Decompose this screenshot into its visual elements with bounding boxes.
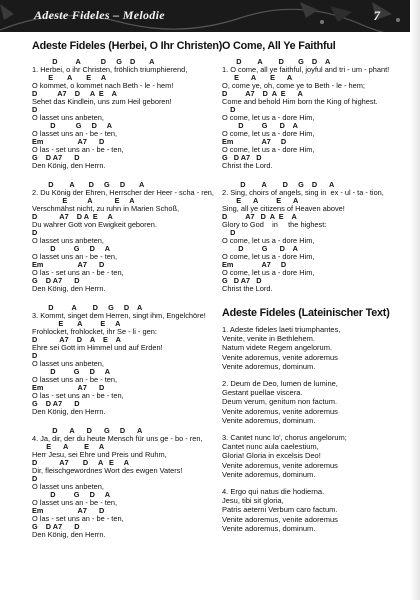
lyric-line: O, come ye, oh, come ye to Beth - le - hem;	[222, 80, 365, 90]
chord-line: D	[32, 351, 38, 360]
chord-line: D G D A	[32, 367, 110, 376]
latin-lyric-line: Venite, venite in Bethlehem.	[222, 334, 315, 344]
lyric-line: O come, let us a - dore Him,	[222, 251, 315, 261]
chord-line: D A D G D A	[32, 426, 143, 435]
latin-lyric-line: Cantet nunc aula caelestium,	[222, 442, 319, 452]
german-verse	[32, 58, 222, 170]
latin-verse	[222, 433, 412, 479]
chord-line: G D A7 D	[222, 153, 262, 162]
english-verse	[222, 181, 412, 293]
lyric-line: O las - set uns an - be - ten,	[32, 267, 124, 277]
latin-lyric-line: Deum verum, genitum non factum.	[222, 397, 338, 407]
chord-line: D G D A	[222, 121, 298, 130]
chord-line: D A7 D A E A	[222, 212, 297, 221]
english-latin-column	[222, 40, 412, 541]
lyric-line: O come, let us a - dore Him,	[222, 235, 315, 245]
lyric-line: Christ the Lord.	[222, 160, 273, 170]
chord-line: E A E A	[222, 196, 299, 205]
latin-lyric-line: Venite adoremus, venite adoremus	[222, 460, 338, 470]
lyric-line: 3. Kommt, singet dem Herren, singt ihm, Engelchöre!	[32, 310, 206, 320]
lyric-line: Sing, all ye citizens of Heaven above!	[222, 203, 345, 213]
lyric-line: Sehet das Kindlein, uns zum Heil geboren!	[32, 96, 172, 106]
chord-line: D	[32, 228, 38, 237]
chord-line: Em A7 D	[32, 383, 105, 392]
page-number: 7	[373, 8, 380, 23]
chord-line: E A E A	[222, 73, 293, 82]
lyric-line: 2. Sing, choirs of angels, sing in ex - ul - ta - tion,	[222, 187, 384, 197]
chord-line: D G D A	[32, 244, 110, 253]
latin-lyric-line: Venite adoremus, venite adoremus	[222, 406, 338, 416]
chord-line: G D A7 D	[32, 522, 80, 531]
chord-line: E A E A	[32, 196, 135, 205]
latin-verses	[222, 325, 412, 533]
lyric-line: Den König, den Herrn.	[32, 160, 106, 170]
lyric-line: O come, let us a - dore Him,	[222, 144, 315, 154]
lyric-line: O lasset uns anbeten,	[32, 358, 104, 368]
lyric-line: O lasset uns an - be - ten,	[32, 128, 118, 138]
chord-line: G D A7 D	[32, 399, 80, 408]
chord-line: Em A7 D	[222, 260, 287, 269]
latin-lyric-line: Gestant puellae viscera.	[222, 388, 303, 398]
lyric-line: O lasset uns an - be - ten,	[32, 251, 118, 261]
chord-line: D A D G D A	[32, 180, 145, 189]
chord-line: D G D A	[32, 490, 110, 499]
german-lyrics-column	[32, 40, 222, 550]
latin-lyric-line: 4. Ergo qui natus die hodierna.	[222, 487, 325, 497]
chord-line: G D A7 D	[222, 276, 262, 285]
latin-lyric-line: Venite adoremus, venite adoremus	[222, 514, 338, 524]
latin-verse	[222, 325, 412, 371]
latin-lyric-line: 1. Adeste fideles laeti triumphantes,	[222, 325, 341, 334]
latin-lyric-line: Venite adoremus, dominum.	[222, 469, 316, 479]
latin-lyric-line: 3. Cantet nunc Io', chorus angelorum;	[222, 433, 347, 443]
chord-line: E A E A	[32, 73, 107, 82]
latin-verse	[222, 379, 412, 425]
lyric-line: 4. Ja, dir, der du heute Mensch für uns ge - bo - ren,	[32, 433, 203, 443]
chord-line: D	[222, 105, 236, 114]
page-binding-shadow	[410, 0, 420, 600]
lyric-line: O las - set uns an - be - ten,	[32, 144, 124, 154]
chord-line: D A D G D A	[32, 303, 143, 312]
chord-line: Em A7 D	[32, 137, 105, 146]
german-verses	[32, 58, 222, 539]
header-title: Adeste Fideles – Melodie	[34, 8, 165, 22]
latin-lyric-line: 2. Deum de Deo, lumen de lumine,	[222, 379, 338, 389]
chord-line: D A7 D A E A	[32, 335, 121, 344]
german-verse	[32, 181, 222, 293]
lyric-line: 2. Du König der Ehren, Herrscher der Heer - scha - ren,	[32, 187, 214, 197]
chord-line: E A E A	[32, 319, 121, 328]
lyric-line: Den König, den Herrn.	[32, 529, 106, 539]
lyric-line: O las - set uns an - be - ten,	[32, 390, 124, 400]
lyric-line: Du wahrer Gott von Ewigkeit geboren.	[32, 219, 157, 229]
lyric-line: O lasset uns an - be - ten,	[32, 374, 118, 384]
chord-line: D A7 D A E A	[32, 212, 113, 221]
german-verse	[32, 304, 222, 416]
latin-lyric-line: Jesu, tibi sit gloria,	[222, 496, 284, 506]
lyric-line: 1. Herbei, o ihr Christen, fröhlich triumphierend,	[32, 64, 188, 74]
lyric-line: Christ the Lord.	[222, 283, 273, 293]
lyric-line: Ehre sei Gott im Himmel und auf Erden!	[32, 342, 163, 352]
lyric-line: Come and behold Him born the King of highest.	[222, 96, 378, 106]
lyric-line: Glory to God in the highest:	[222, 219, 327, 229]
lyric-line: O kommet, o kommet nach Beth - le - hem!	[32, 80, 174, 90]
chord-line: Em A7 D	[32, 260, 105, 269]
chord-line: D	[222, 228, 236, 237]
english-verses	[222, 58, 412, 293]
lyric-line: Verschmähst nicht, zu ruhn in Marien Schoß,	[32, 203, 180, 213]
chord-line: Em A7 D	[32, 506, 105, 515]
german-verse	[32, 427, 222, 539]
latin-lyric-line: Patris aeterni Verbum caro factum.	[222, 505, 338, 515]
lyric-line: O lasset uns anbeten,	[32, 112, 104, 122]
chord-line: D A D G D A	[32, 57, 155, 66]
german-song-title: Adeste Fideles (Herbei, O Ihr Christen)	[32, 40, 223, 52]
chord-line: D A7 D A E A	[222, 89, 303, 98]
lyric-line: Den König, den Herrn.	[32, 283, 106, 293]
lyric-line: Frohlocket, frohlocket, ihr Se - li - gen:	[32, 326, 157, 336]
chord-line: G D A7 D	[32, 276, 80, 285]
chord-line: D A D G D A	[222, 57, 331, 66]
latin-verse	[222, 487, 412, 533]
chord-line: D A D G D A	[222, 180, 335, 189]
latin-lyric-line: Venite adoremus, dominum.	[222, 361, 316, 371]
chord-line: D G D A	[222, 244, 298, 253]
chord-line: D	[32, 474, 38, 483]
lyric-line: O come, let us a - dore Him,	[222, 128, 315, 138]
latin-lyric-line: Venite adoremus, venite adoremus	[222, 352, 338, 362]
lyric-line: O lasset uns anbeten,	[32, 235, 104, 245]
chord-line: Em A7 D	[222, 137, 287, 146]
chord-line: G D A7 D	[32, 153, 80, 162]
latin-lyric-line: Venite adoremus, dominum.	[222, 415, 316, 425]
latin-lyric-line: Venite adoremus, dominum.	[222, 523, 316, 533]
lyric-line: O lasset uns an - be - ten,	[32, 497, 118, 507]
chord-line: D A7 D A E A	[32, 458, 130, 467]
latin-lyric-line: Gloria! Gloria in excelsis Deo!	[222, 451, 321, 461]
lyric-line: O come, let us a - dore Him,	[222, 267, 315, 277]
lyric-line: Dir, fleischgewordnes Wort des ewgen Vaters!	[32, 465, 183, 475]
lyric-line: Herr Jesu, sei Ehre und Preis und Ruhm,	[32, 449, 167, 459]
lyric-line: 1. O come, all ye faithful, joyful and tri - um - phant!	[222, 64, 390, 74]
chord-line: D	[32, 105, 38, 114]
chord-line: D G D A	[32, 121, 113, 130]
lyric-line: O come, let us a - dore Him,	[222, 112, 315, 122]
chord-line: E A E A	[32, 442, 105, 451]
lyric-line: Den König, den Herrn.	[32, 406, 106, 416]
page-header	[0, 0, 420, 32]
lyric-line: O las - set uns an - be - ten,	[32, 513, 124, 523]
lyric-line: O lasset uns anbeten,	[32, 481, 104, 491]
english-song-title: O Come, All Ye Faithful	[222, 40, 336, 52]
english-verse	[222, 58, 412, 170]
latin-song-title: Adeste Fideles (Lateinischer Text)	[222, 307, 390, 319]
chord-line: D A7 D A E A	[32, 89, 117, 98]
latin-lyric-line: Natum videte Regem angelorum.	[222, 343, 333, 353]
